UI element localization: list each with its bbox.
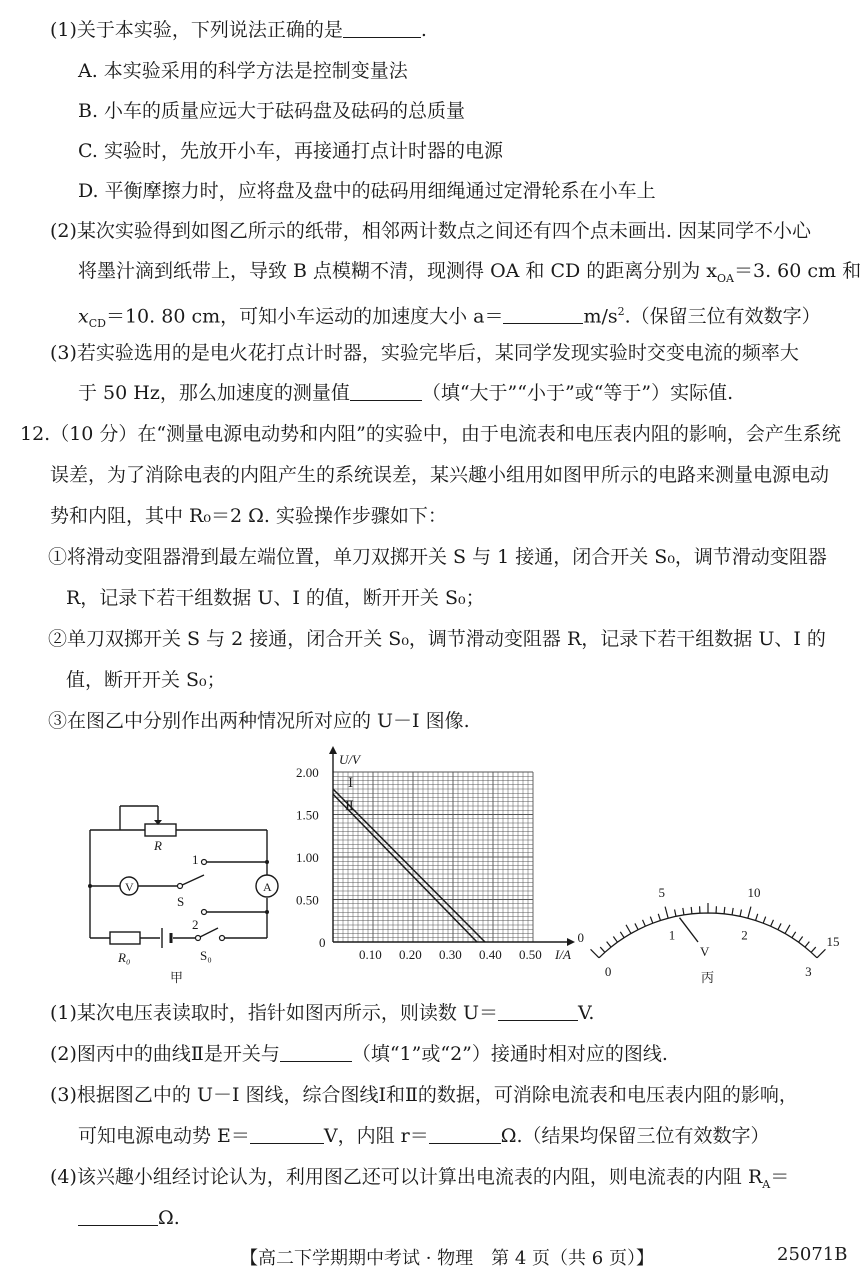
q11-part3-line1: (3)若实验选用的是电火花打点计时器，实验完毕后，某同学发现实验时交变电流的频率大 — [50, 342, 799, 364]
x-tick-label: 0.10 — [359, 947, 382, 962]
q11-part3-line2: 于 50 Hz，那么加速度的测量值 （填“大于”“小于”或“等于”）实际值. — [78, 382, 734, 404]
answer-blank[interactable] — [78, 1207, 158, 1226]
dial-unit: V — [700, 944, 710, 959]
voltmeter-dial — [577, 868, 840, 988]
caption-jia: 甲 — [170, 970, 184, 985]
q12-step2-line1: ②单刀双掷开关 S 与 2 接通，闭合开关 S₀，调节滑动变阻器 R，记录下若干组数据 U、I 的 — [48, 628, 826, 650]
outer-label: 5 — [658, 884, 665, 900]
series-label-2: Ⅱ — [345, 798, 354, 814]
option-d: D. 平衡摩擦力时，应将盘及盘中的砝码用细绳通过定滑轮系在小车上 — [78, 180, 656, 202]
inner-label: 2 — [741, 927, 748, 943]
battery-icon — [162, 928, 171, 948]
resistor-r0 — [110, 932, 140, 944]
x-tick-label: 0.20 — [399, 947, 422, 962]
option-c: C. 实验时，先放开小车，再接通打点计时器的电源 — [78, 140, 503, 162]
inner-label: 1 — [668, 927, 676, 943]
x-tick-label: 0.40 — [479, 947, 502, 962]
answer-blank[interactable] — [250, 1125, 324, 1144]
x-tick-label: 0.30 — [439, 947, 462, 962]
y-tick-label: 0 — [319, 935, 326, 950]
answer-blank[interactable] — [350, 382, 422, 401]
q12-sub4-line2: Ω. — [78, 1205, 180, 1231]
y-tick-label: 1.00 — [296, 850, 319, 865]
option-b: B. 小车的质量应远大于砝码盘及砝码的总质量 — [78, 100, 466, 122]
x-tick-label: 0.50 — [519, 947, 542, 962]
y-tick-label: 1.50 — [296, 807, 319, 823]
q12-intro-line3: 势和内阻，其中 R₀＝2 Ω. 实验操作步骤如下： — [50, 505, 447, 527]
q12-step3: ③在图乙中分别作出两种情况所对应的 U－I 图像. — [48, 710, 470, 732]
answer-blank[interactable] — [503, 305, 583, 324]
label-r: R — [154, 838, 162, 853]
answer-blank[interactable] — [429, 1125, 501, 1144]
q11-part2-line2: 将墨汁滴到纸带上，导致 B 点模糊不清，现测得 OA 和 CD 的距离分别为 $x_{OA}=3$. 60 cm 和 — [78, 260, 861, 285]
label-r0: R₀ — [118, 950, 131, 965]
label-s: S — [177, 894, 185, 909]
q12-sub3-line2: 可知电源电动势 E＝ V，内阻 r＝ Ω.（结果均保留三位有效数字） — [78, 1125, 770, 1147]
answer-blank[interactable] — [280, 1043, 352, 1062]
footer-code: 25071B — [777, 1244, 848, 1265]
outer-label: 10 — [747, 884, 761, 900]
q12-intro-line2: 误差，为了消除电表的内阻产生的系统误差，某兴趣小组用如图甲所示的电路来测量电源电动 — [50, 464, 830, 486]
option-a: A. 本实验采用的科学方法是控制变量法 — [78, 60, 408, 82]
y-axis-arrow-icon — [329, 746, 337, 754]
q12-sub1: (1)某次电压表读取时，指针如图丙所示，则读数 U＝ V. — [50, 1002, 595, 1024]
q12-step2-line2: 值，断开开关 S₀； — [66, 669, 226, 691]
series-label-1: Ⅰ — [348, 775, 354, 790]
footer-title: 【高二下学期期中考试 · 物理 第 4 页（共 6 页）】 — [240, 1248, 654, 1269]
answer-blank[interactable] — [498, 1002, 578, 1021]
q12-step1-line1: ①将滑动变阻器滑到最左端位置，单刀双掷开关 S 与 1 接通，闭合开关 S₀，调节滑动变阻器 — [48, 546, 827, 568]
label-v: V — [125, 880, 134, 894]
q12-step1-line2: R，记录下若干组数据 U、I 的值，断开开关 S₀； — [66, 587, 485, 609]
q11-part2-line1: (2)某次实验得到如图乙所示的纸带，相邻两计数点之间还有四个点未画出. 因某同学不小心 — [50, 220, 811, 242]
q12-sub4-line1: (4)该兴趣小组经讨论认为，利用图乙还可以计算出电流表的内阻，则电流表的内阻 $R_A=$ — [50, 1166, 790, 1191]
answer-blank[interactable] — [343, 19, 421, 38]
label-contact-2: 2 — [192, 917, 199, 932]
q12-sub3-line1: (3)根据图乙中的 U－I 图线，综合图线Ⅰ和Ⅱ的数据，可消除电流表和电压表内阻的影响， — [50, 1084, 798, 1106]
label-a: A — [263, 880, 272, 894]
rheostat — [145, 824, 176, 836]
outer-label: 0 — [577, 930, 585, 946]
inner-label: 3 — [805, 963, 812, 979]
series-line-2 — [333, 794, 477, 942]
q11-part2-line3: $x_{CD}=10$. 80 cm，可知小车运动的加速度大小 $a= m/s^2$.（保留三位有效数字） — [78, 305, 821, 331]
q12-sub2: (2)图丙中的曲线Ⅱ是开关与 （填“1”或“2”）接通时相对应的图线. — [50, 1043, 668, 1065]
label-contact-1: 1 — [192, 852, 199, 867]
y-tick-label: 2.00 — [296, 765, 319, 780]
ui-chart — [290, 745, 590, 985]
y-tick-label: 0.50 — [296, 892, 319, 908]
caption-bing: 丙 — [701, 970, 715, 985]
q11-part1: (1)关于本实验，下列说法正确的是 . — [50, 19, 427, 41]
inner-label: 0 — [604, 963, 612, 979]
q12-intro-line1: 12.（10 分）在“测量电源电动势和内阻”的实验中，由于电流表和电压表内阻的影响，会产生系统 — [20, 423, 841, 445]
circuit-diagram — [80, 800, 280, 985]
y-axis-label: U/V — [339, 752, 360, 767]
pointer-needle — [680, 918, 698, 942]
outer-label: 15 — [826, 934, 840, 950]
x-axis-label: I/A — [555, 947, 571, 962]
label-s0: S₀ — [200, 948, 212, 963]
x-axis-arrow-icon — [567, 938, 575, 946]
